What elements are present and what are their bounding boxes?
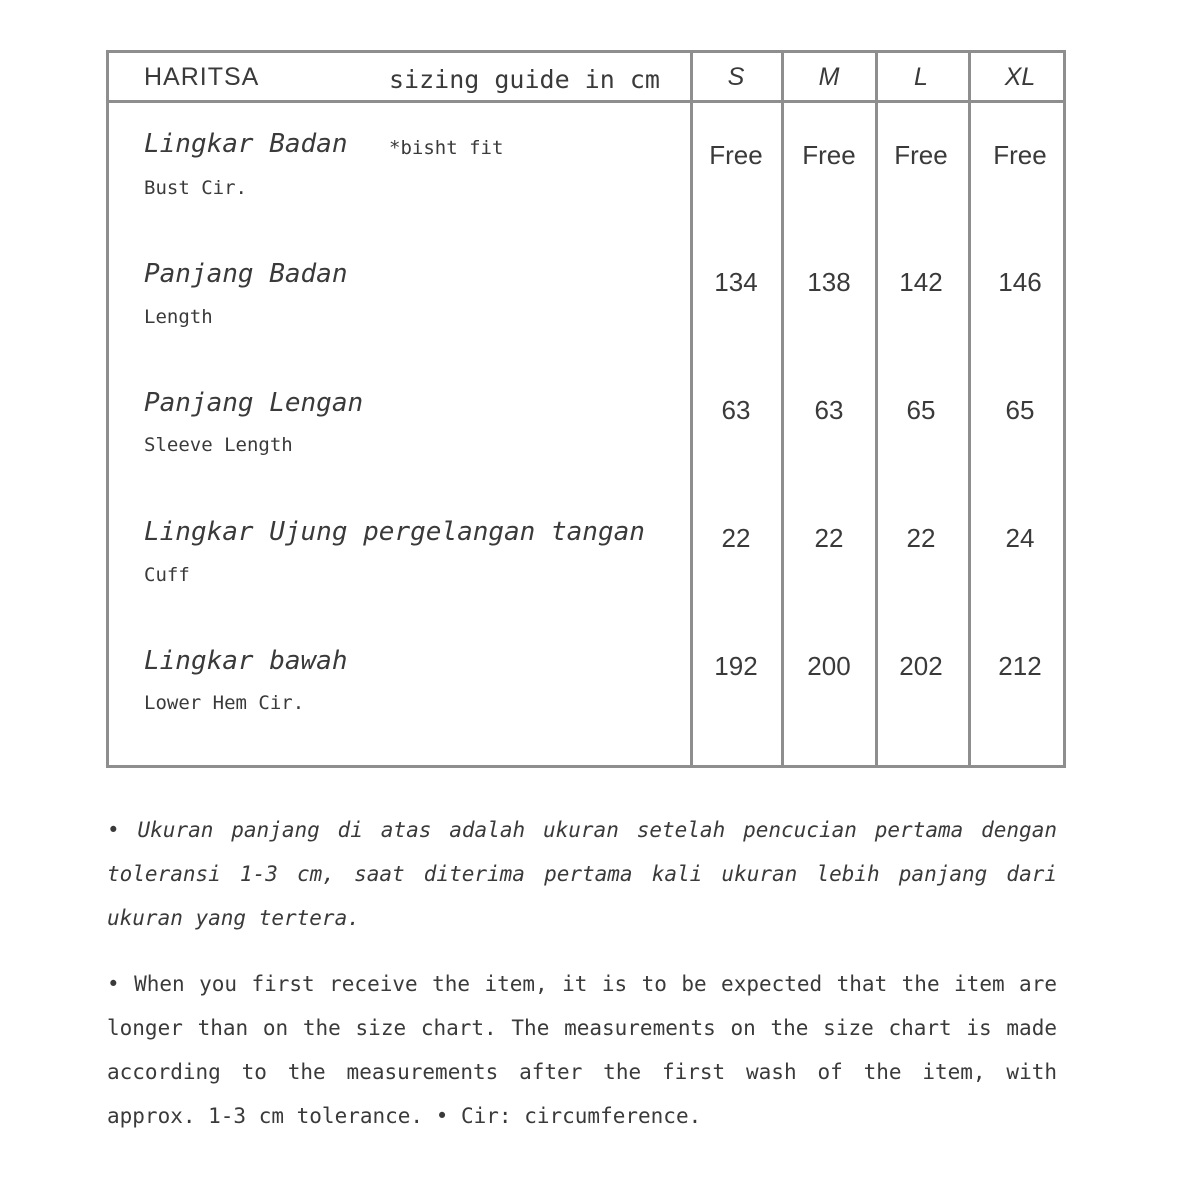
sizing-guide-title: sizing guide in cm bbox=[389, 65, 660, 94]
size-header-l: L bbox=[914, 63, 928, 91]
value-cuff-s: 22 bbox=[721, 523, 751, 553]
size-header-m: M bbox=[818, 63, 840, 91]
brand-name: HARITSA bbox=[144, 63, 260, 91]
value-bust-s: Free bbox=[709, 140, 763, 170]
value-length-m: 138 bbox=[807, 267, 851, 297]
size-header-xl: XL bbox=[1004, 63, 1036, 91]
row-sublabel-hem: Lower Hem Cir. bbox=[144, 692, 305, 714]
row-label-sleeve: Panjang Lengan bbox=[144, 388, 364, 418]
header-divider bbox=[109, 100, 1063, 103]
row-sublabel-sleeve: Sleeve Length bbox=[144, 434, 293, 456]
row-label-length: Panjang Badan bbox=[144, 259, 348, 289]
value-bust-m: Free bbox=[802, 140, 856, 170]
row-label-cuff: Lingkar Ujung pergelangan tangan bbox=[144, 517, 645, 547]
row-label-bust: Lingkar Badan bbox=[144, 129, 348, 159]
size-chart-table bbox=[106, 50, 1066, 768]
note-indonesian: • Ukuran panjang di atas adalah ukuran setelah pencucian pertama dengan toleransi 1-3 cm, saat diterima pertama kali ukuran lebih panjang dari ukuran yang tertera. bbox=[107, 818, 1057, 930]
row-sublabel-bust: Bust Cir. bbox=[144, 177, 247, 199]
value-hem-xl: 212 bbox=[998, 651, 1042, 681]
value-bust-l: Free bbox=[894, 140, 948, 170]
column-divider-l bbox=[968, 53, 971, 765]
value-cuff-l: 22 bbox=[906, 523, 936, 553]
size-header-s: S bbox=[727, 63, 745, 91]
value-length-l: 142 bbox=[899, 267, 943, 297]
value-cuff-m: 22 bbox=[814, 523, 844, 553]
value-sleeve-xl: 65 bbox=[1005, 395, 1035, 425]
value-sleeve-m: 63 bbox=[814, 395, 844, 425]
row-sublabel-cuff: Cuff bbox=[144, 564, 190, 586]
value-bust-xl: Free bbox=[993, 140, 1047, 170]
value-hem-s: 192 bbox=[714, 651, 758, 681]
note-english: • When you first receive the item, it is to be expected that the item are longer than on the size chart. The measurements on the size chart is made according to the measurements after the first wash of the item, with approx. 1-3 cm tolerance. • Cir: circumference. bbox=[107, 972, 1057, 1128]
value-hem-l: 202 bbox=[899, 651, 943, 681]
row-note-bisht-fit: *bisht fit bbox=[389, 137, 504, 159]
value-sleeve-l: 65 bbox=[906, 395, 936, 425]
value-cuff-xl: 24 bbox=[1005, 523, 1035, 553]
value-length-xl: 146 bbox=[998, 267, 1042, 297]
row-sublabel-length: Length bbox=[144, 306, 213, 328]
value-sleeve-s: 63 bbox=[721, 395, 751, 425]
value-hem-m: 200 bbox=[807, 651, 851, 681]
row-label-hem: Lingkar bawah bbox=[144, 646, 348, 676]
value-length-s: 134 bbox=[714, 267, 758, 297]
